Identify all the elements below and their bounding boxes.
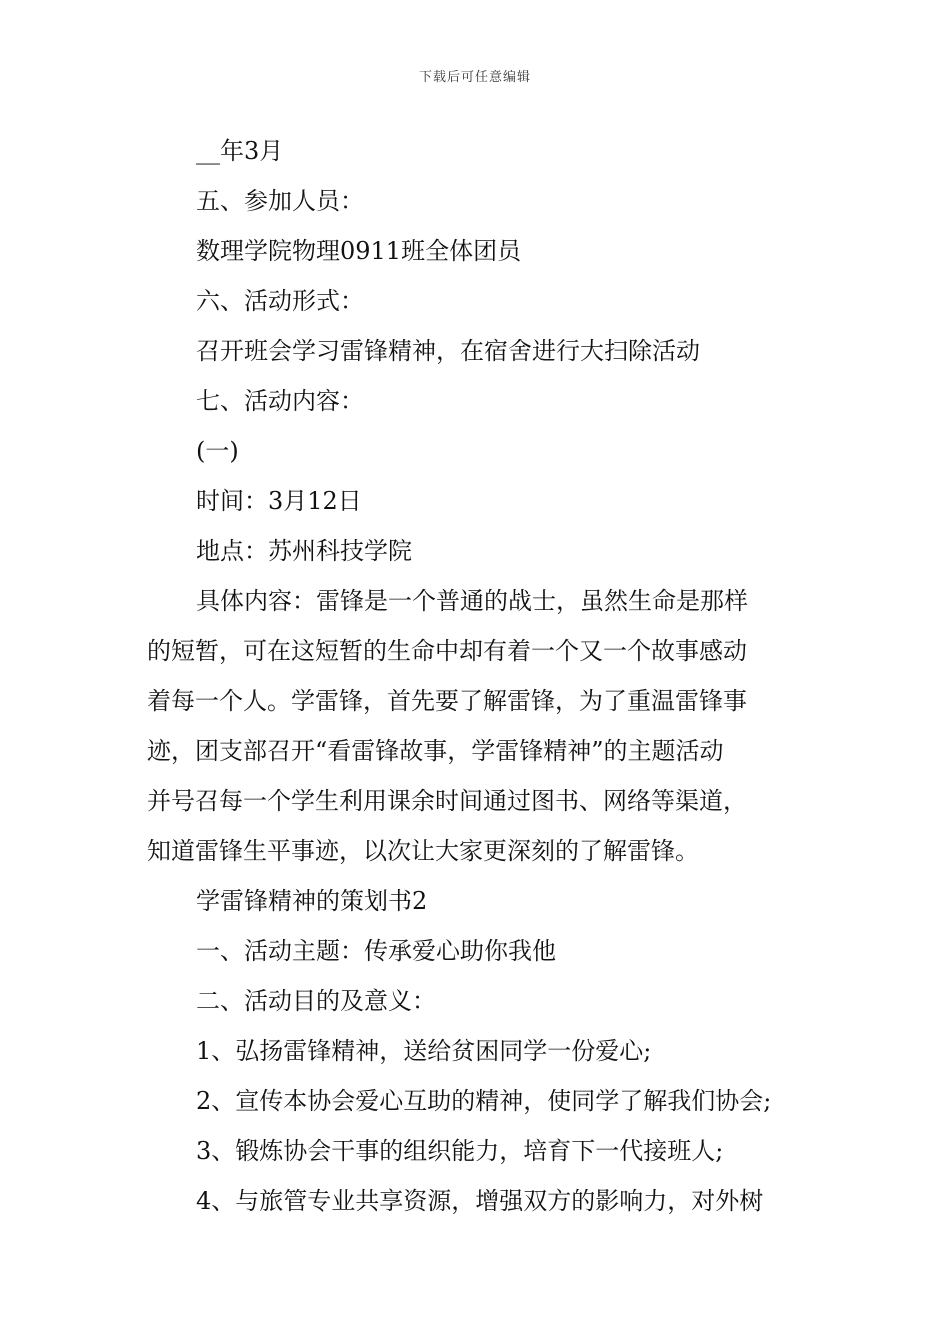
section-heading: 七、活动内容：: [196, 387, 364, 415]
text-line: (一): [196, 437, 239, 465]
list-item: 2、宣传本协会爱心互助的精神，使同学了解我们协会;: [196, 1087, 772, 1115]
paragraph-line: 的短暂，可在这短暂的生命中却有着一个又一个故事感动: [147, 637, 747, 665]
paragraph-line: 具体内容：雷锋是一个普通的战士，虽然生命是那样: [196, 587, 748, 615]
text-line: 时间：3月12日: [196, 487, 362, 515]
list-item: 1、弘扬雷锋精神，送给贫困同学一份爱心;: [196, 1037, 652, 1065]
page-header: 下载后可任意编辑: [418, 70, 531, 85]
paragraph-line: 并号召每一个学生利用课余时间通过图书、网络等渠道，: [147, 787, 747, 815]
section-heading: 五、参加人员：: [196, 187, 364, 215]
text-line: 数理学院物理0911班全体团员: [196, 237, 522, 265]
document-subtitle: 学雷锋精神的策划书2: [196, 887, 428, 915]
section-heading: 一、活动主题：传承爱心助你我他: [196, 937, 556, 965]
paragraph-line: 迹，团支部召开“看雷锋故事，学雷锋精神”的主题活动: [147, 737, 724, 765]
document-body: [147, 126, 807, 1226]
section-heading: 二、活动目的及意义：: [196, 987, 436, 1015]
paragraph-line: 知道雷锋生平事迹，以次让大家更深刻的了解雷锋。: [147, 837, 699, 865]
text-line: 召开班会学习雷锋精神，在宿舍进行大扫除活动: [196, 337, 700, 365]
content-paragraph: [147, 576, 807, 876]
text-line: __年3月: [196, 137, 284, 165]
paragraph-line: 着每一个人。学雷锋，首先要了解雷锋，为了重温雷锋事: [147, 687, 747, 715]
list-item: 3、锻炼协会干事的组织能力，培育下一代接班人;: [196, 1137, 724, 1165]
list-item: 4、与旅管专业共享资源，增强双方的影响力，对外树: [196, 1187, 764, 1215]
section-heading: 六、活动形式：: [196, 287, 364, 315]
text-line: 地点：苏州科技学院: [196, 537, 412, 565]
